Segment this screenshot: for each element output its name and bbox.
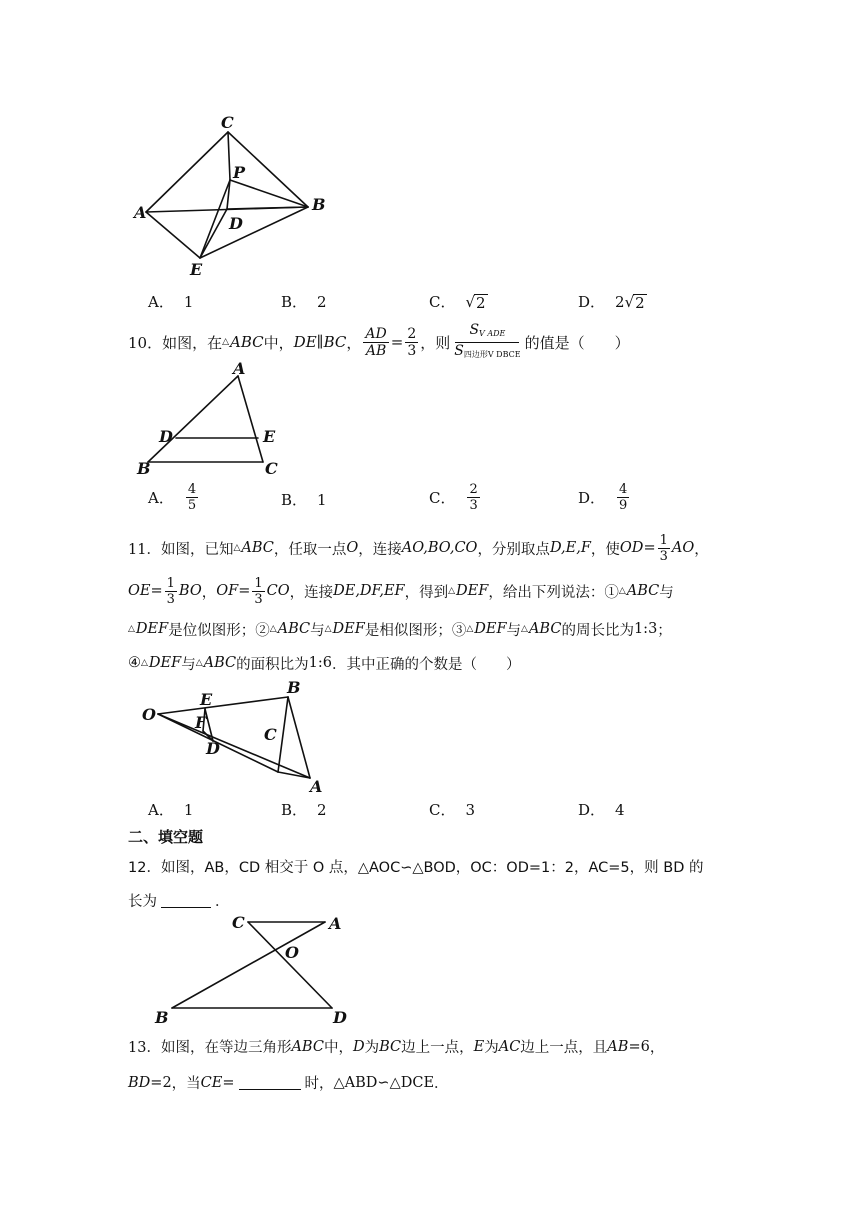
- q10-label-c: C: [265, 459, 278, 478]
- q10-area-den: [452, 343, 522, 363]
- q10-stem: [128, 322, 630, 362]
- q10-option-c[interactable]: [429, 482, 482, 513]
- q9-option-b-value: 2: [317, 293, 327, 311]
- q10-edge-ac: [238, 376, 263, 462]
- q11-l3-tri5: ABC: [528, 621, 562, 637]
- q10-text-2: 中，: [263, 333, 294, 352]
- q11-diagram: [138, 680, 328, 795]
- q9-option-a-key: A．: [148, 293, 174, 311]
- q9-label-d: D: [229, 214, 243, 233]
- q10-option-a-frac: [186, 482, 198, 513]
- q11-l1-g: ，使: [590, 541, 620, 558]
- q10-option-d-key: D．: [578, 488, 606, 507]
- q11-l1-b: ，任取一点: [273, 541, 347, 558]
- triangle-icon: △: [128, 624, 135, 634]
- q11-l3-d: 与: [506, 622, 522, 639]
- q11-line-4: [128, 652, 520, 674]
- q11-l3-b: 与: [310, 622, 325, 639]
- q11-l2-k: ，给出下列说法：①: [488, 584, 619, 601]
- q11-option-c-key: C．: [429, 801, 456, 819]
- q10-label-e: E: [263, 427, 276, 446]
- q10-label-b: B: [137, 459, 151, 478]
- q11-l4-b: 与: [181, 656, 196, 673]
- q10-diagram: [132, 360, 282, 480]
- q9-option-b[interactable]: [281, 292, 327, 312]
- triangle-icon: △: [618, 586, 626, 596]
- q11-frac-3: [252, 576, 264, 607]
- q9-label-p: P: [233, 163, 246, 182]
- q9-option-d-key: D．: [578, 293, 606, 311]
- q11-frac-1: [658, 533, 670, 564]
- triangle-icon: △: [448, 586, 456, 596]
- q9-diagram: [130, 108, 330, 283]
- q11-l4-tri: DEF: [148, 655, 182, 671]
- q10-label-d: D: [159, 427, 173, 446]
- q11-frac-2: [165, 576, 177, 607]
- q9-figure: [130, 108, 330, 283]
- q9-option-d[interactable]: [578, 292, 647, 312]
- q10-option-d-den: 9: [619, 498, 628, 513]
- q11-label-a: A: [310, 777, 323, 796]
- q11-l4-tri2: ABC: [203, 655, 237, 671]
- q12-line-2: [128, 890, 230, 911]
- q9-option-b-key: B．: [281, 293, 308, 311]
- q11-options: [148, 800, 768, 820]
- q11-label-b: B: [287, 678, 301, 697]
- q11-l4-c: 的面积比为: [236, 656, 309, 673]
- q11-l2-d: ，: [201, 584, 217, 601]
- q12-edge-ab: [172, 922, 325, 1008]
- q11-l2-tri2: ABC: [626, 583, 660, 599]
- q11-l3-c: 是相似图形；③: [364, 622, 467, 639]
- q11-edge-ob: [158, 697, 288, 714]
- q10-area-num-sub: V ADE: [479, 328, 506, 338]
- q12-edge-cd: [248, 922, 332, 1008]
- q11-frac3-d: 3: [254, 591, 263, 607]
- q11-l4-a: ④: [128, 655, 141, 671]
- q9-option-d-coef: 2: [615, 293, 625, 311]
- q12-label-o: O: [285, 943, 299, 962]
- q11-label-c: C: [264, 725, 277, 744]
- triangle-icon: △: [521, 624, 528, 634]
- q10-option-b[interactable]: [281, 490, 327, 510]
- q11-l1-d: AO,BO,CO: [401, 540, 478, 556]
- q10-sep-1: ，: [346, 333, 362, 352]
- q13-l2-a: ，当: [171, 1076, 201, 1092]
- q10-ratio-frac: [363, 326, 388, 359]
- q11-frac1-d: 3: [659, 548, 668, 564]
- q10-option-c-num: 2: [469, 482, 478, 497]
- q13-l1-a: 13．如图，在等边三角形: [128, 1040, 292, 1056]
- q9-edge-ca: [146, 132, 228, 212]
- q11-frac2-d: 3: [166, 591, 175, 607]
- q11-option-d-value: 4: [615, 801, 625, 819]
- q10-option-c-frac: [467, 482, 479, 513]
- q13-l1-d: D: [352, 1038, 365, 1055]
- q11-l3-f: 1:3: [633, 621, 658, 637]
- triangle-icon: △: [233, 543, 241, 553]
- q10-area-frac: [452, 322, 522, 363]
- q13-l1-abc: ABC: [291, 1038, 324, 1055]
- q13-l1-6: 6: [640, 1038, 650, 1055]
- q11-l3-tri: DEF: [135, 621, 169, 637]
- q11-option-a-value: 1: [183, 801, 194, 819]
- q13-l1-b: 中，: [323, 1040, 353, 1056]
- q10-tri1: ABC: [230, 333, 264, 351]
- q11-option-a[interactable]: [148, 800, 193, 820]
- q11-line-3: [128, 618, 672, 640]
- q10-area-den-sub: 四边形V DBCE: [463, 349, 521, 359]
- q11-label-f: F: [195, 713, 207, 732]
- q9-edge-de: [200, 209, 227, 258]
- triangle-icon: △: [269, 624, 277, 634]
- q11-option-b-key: B．: [281, 801, 308, 819]
- q11-option-c[interactable]: [429, 800, 475, 820]
- triangle-icon: △: [141, 658, 148, 668]
- q11-l2-c: BO: [178, 583, 202, 599]
- q11-l2-b: =: [150, 583, 163, 599]
- q10-option-d-num: 4: [619, 482, 628, 497]
- q10-text-4: 的值是（ ）: [524, 333, 630, 352]
- sqrt-icon: √: [465, 293, 476, 311]
- q11-l2-f: =: [238, 583, 251, 599]
- triangle-icon: △: [324, 624, 332, 634]
- q12-diagram: [150, 910, 360, 1028]
- q13-l2-c: △ABD∽△DCE: [333, 1074, 435, 1091]
- q13-line-1: [128, 1036, 664, 1057]
- q10-area-num: [455, 322, 519, 343]
- q13-l1-f: 为: [484, 1040, 499, 1056]
- q10-eq: =: [390, 333, 404, 351]
- q10-number: 10．: [128, 333, 163, 352]
- q11-option-d[interactable]: [578, 800, 625, 820]
- q11-l1-e: ，分别取点: [477, 541, 550, 558]
- q12-label-a: A: [329, 914, 342, 933]
- q9-edge-db: [227, 207, 308, 209]
- q11-l2-l: 与: [659, 584, 674, 601]
- q10-edge-ab: [148, 376, 238, 462]
- q13-l1-bc: BC: [379, 1038, 402, 1055]
- q12-line-1: 12．如图，AB，CD 相交于 O 点，△AOC∽△BOD，OC：OD=1：2，AC=5，则 BD 的: [128, 860, 704, 876]
- q9-option-a-value: 1: [183, 293, 194, 311]
- q10-area-num-s: S: [469, 321, 480, 338]
- q11-l1-j: AO: [671, 540, 695, 556]
- q10-option-c-key: C．: [429, 488, 456, 507]
- q10-option-d-frac: [617, 482, 629, 513]
- q12-answer-blank[interactable]: [161, 893, 211, 908]
- q10-option-b-value: 1: [317, 491, 327, 509]
- q13-l1-g: 边上一点，且: [520, 1040, 608, 1056]
- q11-l1-k: ，: [694, 541, 709, 558]
- q10-text-3: ，则: [420, 333, 451, 352]
- q13-l2-eq: =: [150, 1074, 163, 1091]
- q10-option-a-key: A．: [148, 488, 174, 507]
- q11-l3-a: 是位似图形；②: [168, 622, 270, 639]
- q11-l1-i: =: [643, 540, 656, 556]
- q13-l2-b: 时，: [304, 1076, 334, 1092]
- q11-l1-a: 如图，已知: [160, 541, 234, 558]
- q11-option-d-key: D．: [578, 801, 606, 819]
- q11-label-d: D: [206, 739, 220, 758]
- q13-l2-bd: BD: [128, 1074, 151, 1091]
- q11-l3-tri4: DEF: [474, 621, 507, 637]
- q10-option-b-key: B．: [281, 491, 308, 509]
- q13-line-2: [128, 1072, 449, 1093]
- triangle-icon: △: [466, 624, 474, 634]
- q9-label-b: B: [312, 195, 326, 214]
- q11-l3-tri3: DEF: [332, 621, 365, 637]
- q10-option-a-num: 4: [187, 482, 197, 497]
- q11-frac3-n: 1: [254, 575, 263, 591]
- q11-l1-h: OD: [619, 540, 644, 556]
- q13-l2-ce: CE: [200, 1074, 223, 1091]
- q10-text-1: 如图，在: [162, 333, 223, 352]
- q11-l2-tri: DEF: [456, 583, 489, 599]
- q9-label-e: E: [190, 260, 203, 279]
- q11-label-o: O: [142, 705, 156, 724]
- q10-cond-1: DE: [293, 333, 317, 351]
- q13-answer-blank[interactable]: [239, 1075, 301, 1090]
- q10-area-den-s: S: [454, 342, 464, 359]
- q11-option-b-value: 2: [317, 801, 327, 819]
- q11-l2-e: OF: [216, 583, 239, 599]
- q13-l1-ac: AC: [498, 1038, 521, 1055]
- q10-value-frac: [405, 326, 418, 359]
- q10-val-num: 2: [407, 325, 417, 342]
- q10-figure: [132, 360, 282, 480]
- q10-option-a[interactable]: [148, 482, 200, 513]
- q10-label-a: A: [233, 359, 246, 378]
- q10-option-d[interactable]: [578, 482, 631, 513]
- q12-label-d: D: [333, 1008, 347, 1027]
- q9-option-c[interactable]: [429, 292, 488, 312]
- q10-frac-num: AD: [365, 325, 387, 342]
- q11-line-1: [128, 530, 709, 566]
- q11-l3-e: 的周长比为: [561, 622, 634, 639]
- q11-l3-tri2: ABC: [277, 621, 311, 637]
- q11-l4-d: 1:6: [308, 655, 332, 671]
- q11-l2-j: ，得到: [404, 584, 449, 601]
- q11-l1-o: O: [346, 540, 359, 556]
- q11-edge-bc: [278, 697, 288, 772]
- q9-option-a[interactable]: [148, 292, 193, 312]
- q11-frac2-n: 1: [166, 575, 175, 591]
- q12-label-b: B: [155, 1008, 169, 1027]
- q11-l2-g: CO: [266, 583, 290, 599]
- q12-l2-b: ．: [215, 894, 230, 910]
- triangle-icon: △: [195, 658, 203, 668]
- q13-l1-h: =: [628, 1038, 641, 1055]
- sqrt-icon: √: [624, 293, 635, 311]
- q10-option-a-den: 5: [187, 498, 197, 513]
- q10-frac-den: AB: [365, 342, 387, 359]
- q11-edge-ba: [288, 697, 310, 778]
- q11-l1-c: ，连接: [358, 541, 402, 558]
- q13-l1-E: E: [473, 1038, 485, 1055]
- section-title: 二、填空题: [128, 828, 204, 846]
- q11-label-e: E: [200, 690, 213, 709]
- q11-edge-oa: [158, 714, 310, 778]
- q10-val-den: 3: [407, 342, 417, 359]
- q12-l2-a: 长为: [128, 894, 157, 910]
- q11-figure: [138, 680, 328, 795]
- q11-l2-h: ，连接: [289, 584, 334, 601]
- q11-line-2: [128, 573, 674, 609]
- q11-option-b[interactable]: [281, 800, 327, 820]
- q11-l1-tri: ABC: [241, 540, 274, 556]
- q11-l2-a: OE: [128, 583, 151, 599]
- triangle-icon: △: [222, 337, 230, 347]
- q9-options: [148, 292, 768, 312]
- q9-label-a: A: [134, 203, 147, 222]
- q10-options: [148, 482, 768, 518]
- q11-edge-ca: [278, 772, 310, 778]
- q11-option-c-value: 3: [465, 801, 476, 819]
- q13-l2-eq2: =: [222, 1074, 235, 1091]
- q12-label-c: C: [232, 913, 245, 932]
- q10-cond-par: ∥: [316, 333, 324, 351]
- q11-option-a-key: A．: [148, 801, 174, 819]
- q9-edge-cp: [228, 132, 230, 180]
- q9-option-d-value: 2: [635, 293, 645, 312]
- q11-frac1-n: 1: [659, 532, 668, 548]
- q11-l1-f: D,E,F: [549, 540, 591, 556]
- q11-l3-g: ；: [657, 622, 672, 639]
- q13-l1-ab: AB: [607, 1038, 629, 1055]
- q9-label-c: C: [221, 113, 234, 132]
- q12-figure: [150, 910, 360, 1028]
- q13-l1-i: ，: [649, 1040, 665, 1056]
- q9-edge-ae: [146, 212, 200, 258]
- q9-option-c-value: 2: [476, 293, 486, 312]
- q11-l4-e: ．其中正确的个数是（ ）: [331, 656, 521, 673]
- q13-l1-c: 为: [364, 1040, 380, 1056]
- q13-l1-e: 边上一点，: [401, 1040, 474, 1056]
- q10-cond-1b: BC: [323, 333, 347, 351]
- q11-number: 11．: [128, 541, 161, 558]
- q9-option-c-key: C．: [429, 293, 456, 311]
- q10-option-c-den: 3: [469, 498, 478, 513]
- q13-l2-2: 2: [162, 1074, 172, 1091]
- q11-l2-i: DE,DF,EF: [333, 583, 405, 599]
- q13-l2-d: ．: [434, 1076, 449, 1092]
- q9-edge-pb: [230, 180, 308, 207]
